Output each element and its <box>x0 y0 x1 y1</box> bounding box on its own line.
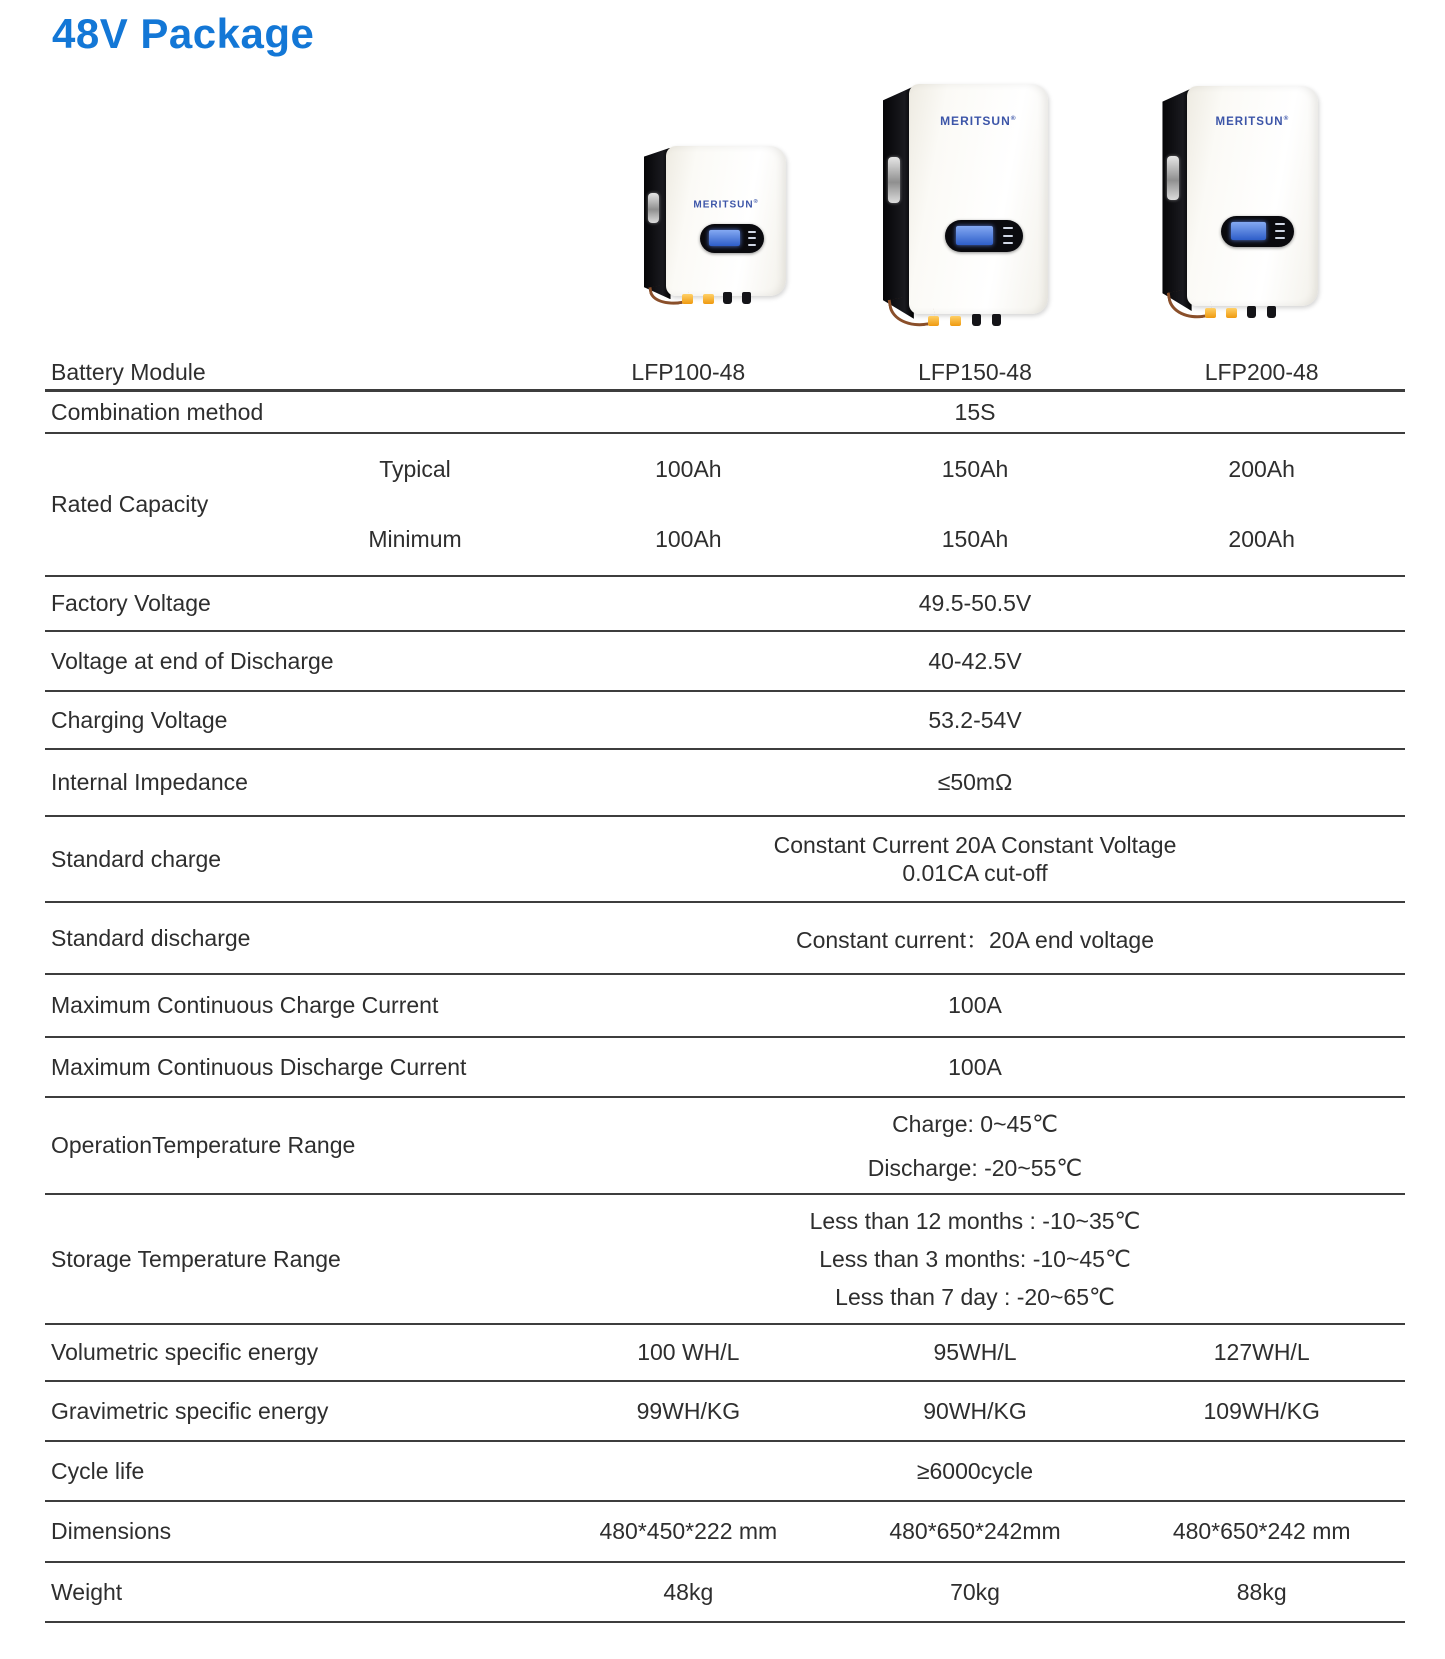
battery-indicator-icons <box>748 231 756 246</box>
subrow-label: Minimum <box>368 526 462 553</box>
cell-value: 88kg <box>1236 1578 1287 1605</box>
terminal-orange-icon <box>1226 308 1237 318</box>
span-value: 53.2-54V <box>928 706 1022 733</box>
span-value: 100A <box>948 992 1002 1018</box>
subrow-minimum <box>335 505 1405 576</box>
table-row-standard-discharge <box>45 903 1405 975</box>
rated-capacity-subrows <box>335 434 1405 575</box>
header-columns <box>545 359 1405 386</box>
battery-handle <box>1167 156 1178 200</box>
row-label: Factory Voltage <box>51 590 211 616</box>
terminal-black-icon <box>742 292 751 304</box>
terminal-orange-icon <box>928 316 939 326</box>
registered-mark: ® <box>1283 114 1290 122</box>
cell-value: 100Ah <box>655 455 722 482</box>
battery-lcd-screen <box>709 230 740 247</box>
battery-display <box>1221 216 1294 247</box>
table-row-standard-charge <box>45 817 1405 903</box>
table-row-max-discharge-current <box>45 1038 1405 1098</box>
column-header: LFP150-48 <box>918 358 1032 385</box>
cell-value: 480*650*242 mm <box>1172 1518 1351 1544</box>
table-row-operation-temperature <box>45 1098 1405 1195</box>
row-label: Standard discharge <box>51 924 251 951</box>
cell-value: 150Ah <box>941 526 1009 553</box>
battery-front-panel <box>1187 86 1318 306</box>
table-row-internal-impedance <box>45 750 1405 817</box>
row-label: Maximum Continuous Discharge Current <box>51 1053 467 1080</box>
span-value-line: 0.01CA cut-off <box>902 860 1048 886</box>
subrow-label: Typical <box>379 455 451 482</box>
battery-image-lfp150-48 <box>876 84 1048 326</box>
cell-value: 150Ah <box>941 455 1009 482</box>
table-row-voltage-end-discharge <box>45 632 1405 692</box>
span-value <box>545 1102 1405 1190</box>
table-row-weight <box>45 1563 1405 1623</box>
table-row-gravimetric-energy <box>45 1382 1405 1442</box>
table-row-charging-voltage <box>45 692 1405 750</box>
cell-value: 480*650*242mm <box>889 1518 1061 1544</box>
row-label: Internal Impedance <box>51 769 248 795</box>
terminal-black-icon <box>972 314 981 326</box>
row-label: Volumetric specific energy <box>51 1339 319 1365</box>
terminal-orange-icon <box>1205 308 1216 318</box>
row-values <box>545 1518 1405 1545</box>
row-label: Weight <box>51 1578 123 1605</box>
battery-terminals <box>682 293 777 304</box>
cell-value: 70kg <box>950 1578 1000 1605</box>
span-value: 40-42.5V <box>928 647 1022 674</box>
battery-indicator-icons <box>1003 227 1013 244</box>
terminal-black-icon <box>1247 306 1256 318</box>
table-row-factory-voltage <box>45 577 1405 632</box>
row-label: Rated Capacity <box>51 491 209 517</box>
span-value: 100A <box>948 1053 1002 1080</box>
battery-display <box>945 220 1023 252</box>
brand-logo <box>666 199 786 210</box>
row-values <box>545 1398 1405 1425</box>
brand-logo <box>1187 115 1318 128</box>
row-values <box>545 1579 1405 1606</box>
span-value: 15S <box>954 398 996 425</box>
span-value: Constant current：20A end voltage <box>795 926 1154 953</box>
page-title: 48V Package <box>52 10 315 57</box>
cell-value: 48kg <box>663 1578 714 1605</box>
table-header-row <box>45 355 1405 392</box>
row-label: Combination method <box>51 398 264 425</box>
battery-image-lfp200-48 <box>1156 86 1318 318</box>
span-value-line: Less than 7 day : -20~65℃ <box>835 1284 1115 1310</box>
cell-value: 90WH/KG <box>923 1397 1027 1424</box>
row-label: Cycle life <box>51 1457 145 1484</box>
battery-handle <box>888 157 900 203</box>
row-label: Maximum Continuous Charge Current <box>51 992 439 1018</box>
row-label: Storage Temperature Range <box>51 1245 341 1272</box>
battery-handle <box>648 193 658 223</box>
cell-value: 480*450*222 mm <box>599 1518 778 1544</box>
registered-mark: ® <box>753 198 759 205</box>
row-label: Dimensions <box>51 1518 172 1544</box>
battery-display <box>700 224 765 253</box>
table-row-rated-capacity <box>45 434 1405 577</box>
header-label: Battery Module <box>51 358 206 385</box>
brand-text: MERITSUN <box>1215 115 1284 128</box>
subrow-typical <box>335 434 1405 505</box>
battery-lcd-screen <box>956 226 993 245</box>
span-value <box>545 1202 1405 1316</box>
table-row-combination-method <box>45 392 1405 434</box>
span-value-line: Discharge: -20~55℃ <box>867 1154 1083 1181</box>
row-label: Gravimetric specific energy <box>51 1397 329 1424</box>
brand-text: MERITSUN <box>693 198 754 210</box>
terminal-orange-icon <box>703 294 714 304</box>
row-label: Standard charge <box>51 845 222 872</box>
subrow-values <box>545 456 1405 483</box>
span-value-line: Constant Current 20A Constant Voltage <box>773 832 1177 858</box>
subrow-values <box>545 526 1405 553</box>
battery-lcd-screen <box>1231 222 1266 240</box>
terminal-black-icon <box>723 292 732 304</box>
registered-mark: ® <box>1010 114 1017 122</box>
cell-value: 100Ah <box>655 526 722 553</box>
column-header: LFP100-48 <box>631 358 746 385</box>
span-value-line: Less than 3 months: -10~45℃ <box>819 1246 1131 1272</box>
table-row-max-charge-current <box>45 975 1405 1038</box>
battery-terminals <box>1205 302 1309 318</box>
cell-value: 99WH/KG <box>636 1397 741 1424</box>
table-row-cycle-life <box>45 1442 1405 1502</box>
span-value: ≤50mΩ <box>937 769 1013 795</box>
terminal-black-icon <box>992 314 1001 326</box>
terminal-black-icon <box>1267 306 1276 318</box>
column-header: LFP200-48 <box>1204 358 1319 385</box>
span-value: 49.5-50.5V <box>918 590 1032 616</box>
battery-terminals <box>928 309 1038 326</box>
row-label: Charging Voltage <box>51 706 228 733</box>
battery-front-panel <box>666 146 786 296</box>
battery-front-panel <box>909 84 1048 314</box>
span-value <box>545 831 1405 887</box>
table-row-volumetric-energy <box>45 1325 1405 1382</box>
row-label: OperationTemperature Range <box>51 1132 356 1158</box>
spec-table <box>45 355 1405 1623</box>
brand-text: MERITSUN <box>940 113 1011 128</box>
brand-logo <box>909 114 1048 128</box>
cell-value: 127WH/L <box>1213 1339 1310 1365</box>
terminal-orange-icon <box>950 316 961 326</box>
cell-value: 100 WH/L <box>637 1339 740 1365</box>
span-value: ≥6000cycle <box>916 1457 1034 1484</box>
span-value-line: Less than 12 months : -10~35℃ <box>809 1208 1141 1234</box>
row-label: Voltage at end of Discharge <box>51 647 334 674</box>
battery-image-lfp100-48 <box>638 146 786 304</box>
cell-value: 109WH/KG <box>1203 1397 1320 1424</box>
row-values <box>545 1339 1405 1366</box>
table-row-dimensions <box>45 1502 1405 1563</box>
cell-value: 200Ah <box>1228 526 1295 553</box>
table-row-storage-temperature <box>45 1195 1405 1325</box>
terminal-orange-icon <box>682 294 693 304</box>
span-value-line: Charge: 0~45℃ <box>892 1110 1058 1137</box>
battery-indicator-icons <box>1275 223 1285 239</box>
cell-value: 200Ah <box>1228 455 1295 482</box>
cell-value: 95WH/L <box>933 1339 1017 1365</box>
